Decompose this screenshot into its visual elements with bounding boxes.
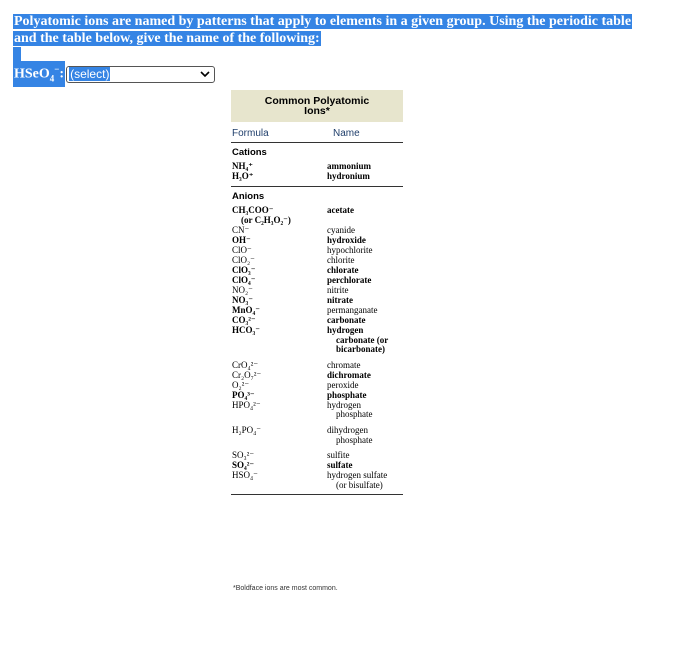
table-row: CN⁻ cyanide	[232, 225, 355, 235]
table-footnote: *Boldface ions are most common.	[233, 585, 338, 592]
table-row: NO₂⁻ nitrite	[232, 285, 349, 295]
table-row: H₃O⁺ hydronium	[232, 171, 370, 181]
table-row: CrO₄²⁻ chromate	[232, 359, 361, 370]
table-row: PO₄³⁻ phosphate	[232, 389, 367, 400]
table-row: O₂²⁻ peroxide	[232, 379, 359, 390]
table-row: H₂PO₄⁻ dihydrogen phosphate	[232, 424, 373, 445]
table-row: MnO₄⁻ permanganate	[232, 305, 378, 315]
ion-formula-label: HSeO$_4$−:	[13, 61, 65, 87]
table-row: OH⁻ hydroxide	[232, 235, 366, 245]
table-row: (or C₂H₃O₂⁻)	[241, 215, 291, 225]
table-row: CH₃COO⁻ acetate	[232, 205, 354, 215]
table-row: ClO₄⁻ perchlorate	[232, 275, 372, 285]
chevron-down-icon	[200, 70, 210, 78]
question-line-2: and the table below, give the name of the following:	[14, 31, 320, 46]
table-column-headers	[231, 124, 403, 143]
question-text	[13, 13, 663, 47]
table-row: ClO₃⁻ chlorate	[232, 265, 359, 275]
col-name: Name	[333, 128, 360, 139]
table-row: HSO₄⁻ hydrogen sulfate (or bisulfate)	[232, 470, 388, 490]
table-row: SO₃²⁻ sulfite	[232, 450, 350, 461]
table-row: SO₄²⁻ sulfate	[232, 460, 353, 471]
section-anions: Anions	[232, 191, 265, 202]
table-row: Cr₂O₇²⁻ dichromate	[232, 369, 371, 380]
question-line-1: Polyatomic ions are named by patterns that apply to elements in a given group. Using the periodic table	[14, 14, 632, 29]
table-row: HPO₄²⁻ hydrogen phosphate	[232, 399, 373, 420]
table-row: ClO₂⁻ chlorite	[232, 255, 355, 265]
section-cations: Cations	[232, 147, 267, 158]
table-row: NH₄⁺ ammonium	[232, 161, 372, 171]
polyatomic-ions-table	[231, 90, 403, 495]
col-formula: Formula	[232, 128, 269, 139]
table-title: Common Polyatomic Ions*	[231, 90, 403, 122]
table-row: NO₃⁻ nitrate	[232, 295, 353, 305]
ion-name-select[interactable]	[66, 66, 215, 83]
select-value: (select)	[70, 67, 110, 81]
question-row	[13, 64, 215, 84]
table-row: ClO⁻ hypochlorite	[232, 245, 373, 255]
table-row: CO₃²⁻ carbonate	[232, 315, 366, 325]
table-row: HCO₃⁻ hydrogen carbonate (or bicarbonate)	[232, 325, 389, 355]
